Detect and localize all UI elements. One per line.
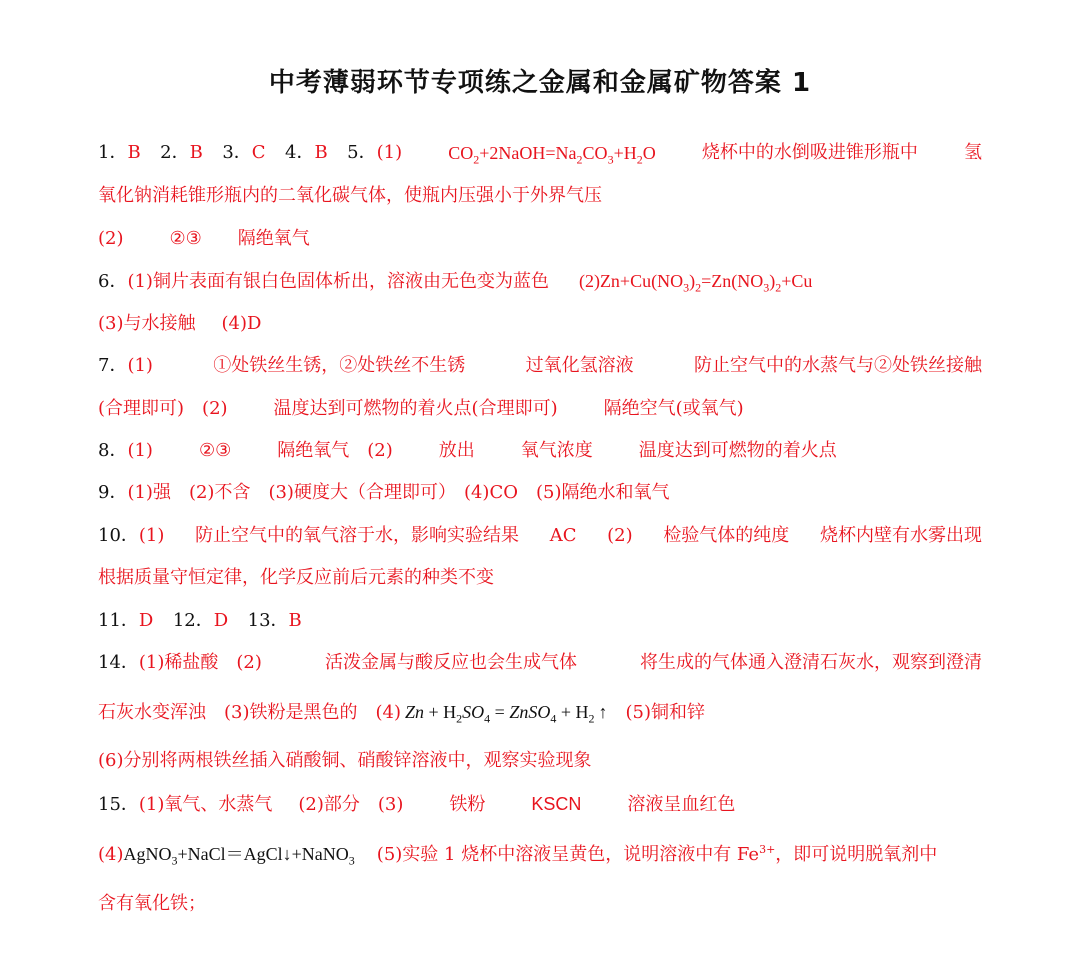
answer-text: (1)强 xyxy=(127,482,171,503)
answer-text: KSCN xyxy=(531,794,582,814)
part-label: (4) xyxy=(98,844,124,865)
answer-line: 根据质量守恒定律，化学反应前后元素的种类不变 xyxy=(98,567,494,588)
answer-text: 防止空气中的水蒸气与②处铁丝接触 xyxy=(693,355,982,376)
question-number: 13． xyxy=(247,610,289,631)
part-label: (1) xyxy=(376,142,403,163)
question-number: 4． xyxy=(285,142,315,163)
answer-text: (5)实验 1 烧杯中溶液呈黄色，说明溶液中有 $Fe^{3+}$，即可说明脱氧剂中 xyxy=(376,843,938,865)
part-label: (4) xyxy=(375,702,401,723)
answers-1-4 xyxy=(98,141,402,165)
answer-text: 放出 xyxy=(438,440,475,461)
part-label: (2) xyxy=(202,398,228,419)
answer-text: (4)CO xyxy=(463,482,518,503)
answer-text: (5)铜和锌 xyxy=(625,702,705,723)
answer-text: ②③ xyxy=(198,440,232,461)
answer-text: (5)隔绝水和氧气 xyxy=(535,482,670,503)
answer-4: B xyxy=(314,142,328,163)
answer-line-q8 xyxy=(98,439,982,463)
answer-text: (3)与水接触 xyxy=(98,313,196,334)
part-label: (1) xyxy=(127,355,153,376)
equation-zn-h2so4: $Zn + H_2SO_4$ = ZnSO$_4$ + $H_2$ ↑ xyxy=(405,702,608,726)
answer-text: (合理即可) xyxy=(98,398,185,419)
part-label: (2) xyxy=(236,652,262,673)
equation-co2-naoh: $CO_2+2NaOH=Na_2CO_3+H_2O$ xyxy=(448,143,656,167)
answer-13: B xyxy=(288,610,302,631)
part-label: (1) xyxy=(127,440,153,461)
answer-text: 将生成的气体通入澄清石灰水，观察到澄清 xyxy=(640,652,982,673)
answer-line-q14 xyxy=(98,651,982,675)
answer-3: C xyxy=(251,142,266,163)
part-label: (3) xyxy=(377,794,404,815)
answer-line-q9 xyxy=(98,481,982,505)
gas-arrow-icon: ↑ xyxy=(598,702,608,722)
answer-line-q14-cont xyxy=(98,700,982,725)
answer-text: 温度达到可燃物的着火点 xyxy=(638,440,837,461)
answer-line-q1-5 xyxy=(98,141,982,165)
answer-12: D xyxy=(213,610,229,631)
answer-text: 氧气浓度 xyxy=(520,440,593,461)
question-number: 14． xyxy=(98,652,139,673)
answer-text: 温度达到可燃物的着火点(合理即可) xyxy=(273,398,558,419)
question-number: 9． xyxy=(98,482,128,503)
answer-text: 活泼金属与酸反应也会生成气体 xyxy=(324,652,577,673)
answer-text: (1)氧气、水蒸气 xyxy=(138,794,273,815)
answer-line: 氧化钠消耗锥形瓶内的二氧化碳气体，使瓶内压强小于外界气压 xyxy=(98,185,602,206)
answer-text: 防止空气中的氧气溶于水，影响实验结果 xyxy=(195,525,520,546)
answer-line-q7 xyxy=(98,354,982,378)
question-number: 3． xyxy=(222,142,252,163)
answer-line xyxy=(98,397,982,421)
answer-line: (6)分别将两根铁丝插入硝酸铜、硝酸锌溶液中，观察实验现象 xyxy=(98,750,592,771)
answer-2: B xyxy=(189,142,203,163)
answer-text: 烧杯中的水倒吸进锥形瓶中 xyxy=(701,142,918,163)
question-number: 8． xyxy=(98,440,128,461)
part-label: (1) xyxy=(138,525,165,546)
question-number: 6． xyxy=(98,271,128,292)
answer-text: 溶液呈血红色 xyxy=(627,794,736,815)
question-number: 7． xyxy=(98,355,128,376)
part-label: (2) xyxy=(367,440,393,461)
answer-text: 隔绝氧气 xyxy=(277,440,350,461)
question-number: 2． xyxy=(160,142,190,163)
answer-text: (4)D xyxy=(221,313,262,334)
answer-line-q5-2 xyxy=(98,227,982,251)
question-number: 11． xyxy=(98,610,139,631)
answer-line-q15 xyxy=(98,792,982,817)
answer-line xyxy=(98,312,982,336)
answer-text: (1)稀盐酸 xyxy=(138,652,219,673)
question-number: 12． xyxy=(172,610,214,631)
answer-text: (1)铜片表面有银白色固体析出，溶液由无色变为蓝色 xyxy=(127,271,549,292)
question-number: 15． xyxy=(98,794,139,815)
answer-line: 含有氧化铁； xyxy=(98,893,206,914)
answer-text: AC xyxy=(549,525,577,546)
precipitate-arrow-icon: ↓ xyxy=(282,844,292,864)
part-label: (2) xyxy=(607,525,633,546)
answer-text: (2)不含 xyxy=(188,482,251,503)
answer-11: D xyxy=(138,610,154,631)
answer-line-q10 xyxy=(98,524,982,548)
answer-line-q15-cont xyxy=(98,842,982,867)
answer-text: 过氧化氢溶液 xyxy=(525,355,634,376)
answer-text: ②③ xyxy=(169,228,202,249)
answer-text: 铁粉 xyxy=(449,794,486,815)
answer-text: (3)硬度大（合理即可） xyxy=(268,482,456,503)
question-number: 10． xyxy=(98,525,139,546)
equation-zn-cu: $(2)Zn+Cu(NO_3)_2=Zn(NO_3)_2+Cu$ xyxy=(578,271,813,295)
answer-1: B xyxy=(127,142,141,163)
answer-text: 隔绝空气(或氧气) xyxy=(603,398,744,419)
answer-text: ①处铁丝生锈，②处铁丝不生锈 xyxy=(213,355,466,376)
page-title: 中考薄弱环节专项练之金属和金属矿物答案 1 xyxy=(268,68,812,98)
equation-agno3-nacl: AgNO$_3$+NaCl＝AgCl↓+NaNO$_3$ xyxy=(123,844,355,868)
answer-text: 氢 xyxy=(963,142,982,163)
answer-text: 隔绝氧气 xyxy=(237,228,310,249)
answer-text: 烧杯内壁有水雾出现 xyxy=(819,525,982,546)
answer-text: 检验气体的纯度 xyxy=(663,525,790,546)
answer-line-q11-13 xyxy=(98,609,982,633)
question-number: 1． xyxy=(98,142,128,163)
answer-text: 石灰水变浑浊 xyxy=(98,702,206,723)
answer-line-q6 xyxy=(98,269,982,294)
question-number: 5． xyxy=(347,142,377,163)
answer-text: (2)部分 xyxy=(298,794,360,815)
part-label: (2) xyxy=(98,228,124,249)
answer-text: (3)铁粉是黑色的 xyxy=(224,702,358,723)
